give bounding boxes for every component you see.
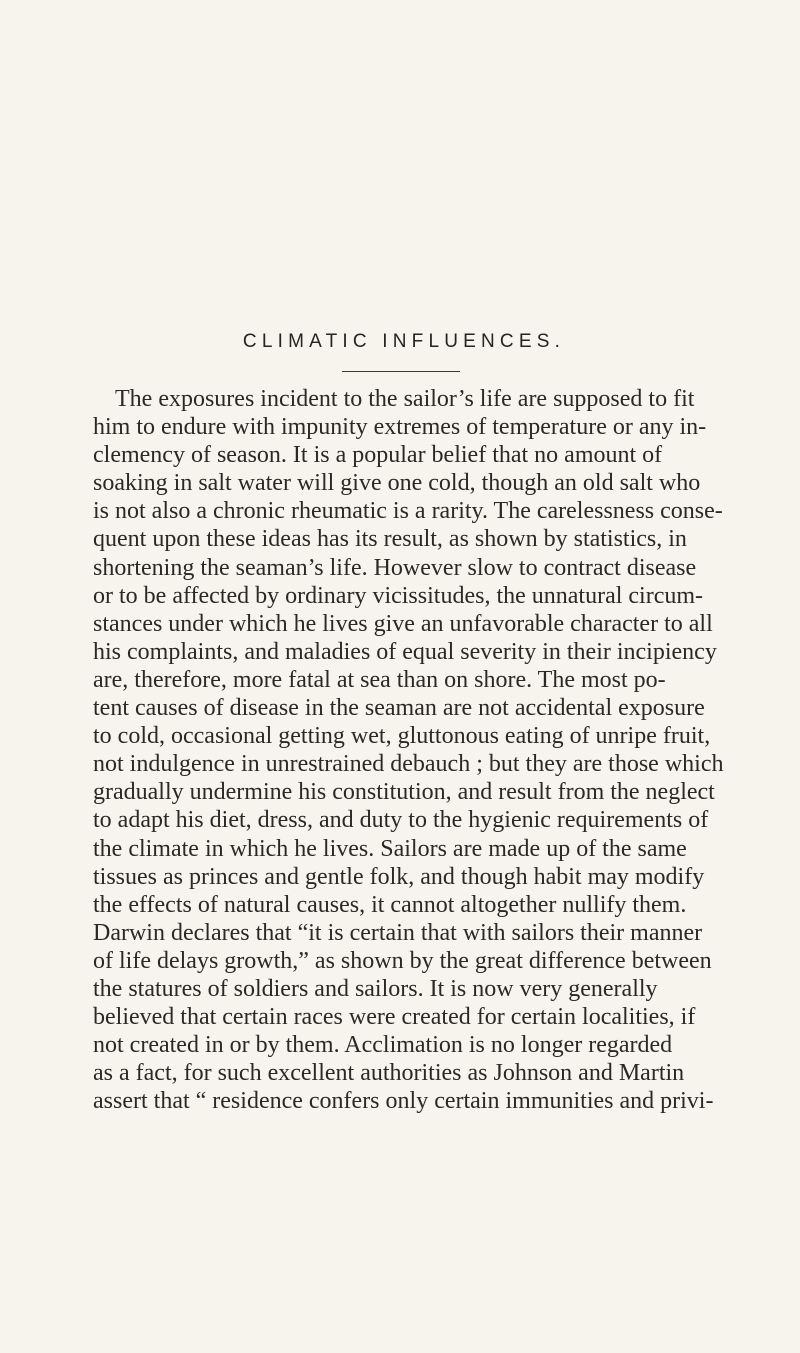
text-line: The exposures incident to the sailor’s life are supposed to fit [115, 386, 695, 412]
text-line: soaking in salt water will give one cold, though an old salt who [93, 470, 701, 497]
text-line: the effects of natural causes, it cannot altogether nullify them. [93, 891, 687, 918]
text-line: tissues as princes and gentle folk, and though habit may modify [93, 863, 705, 890]
text-line: the climate in which he lives. Sailors are made up of the same [93, 835, 687, 862]
text-line: are, therefore, more fatal at sea than on shore. The most po- [93, 666, 666, 693]
text-line: tent causes of disease in the seaman are not accidental exposure [93, 695, 705, 722]
text-line: clemency of season. It is a popular belief that no amount of [93, 442, 663, 469]
text-line: shortening the seaman’s life. However slow to contract disease [93, 554, 697, 581]
text-line: to cold, occasional getting wet, gluttonous eating of unripe fruit, [93, 723, 711, 750]
text-line: quent upon these ideas has its result, as shown by statistics, in [93, 526, 687, 553]
text-line: not indulgence in unrestrained debauch ; but they are those which [93, 751, 724, 778]
text-line: not created in or by them. Acclimation is no longer regarded [93, 1032, 673, 1059]
text-line: assert that “ residence confers only certain immunities and privi- [93, 1088, 714, 1115]
text-line: Darwin declares that “it is certain that with sailors their manner [93, 919, 703, 946]
text-line: as a fact, for such excellent authorities as Johnson and Martin [93, 1060, 685, 1087]
body-paragraph [93, 385, 798, 1115]
text-line: is not also a chronic rheumatic is a rarity. The carelessness conse- [93, 498, 723, 525]
chapter-title: CLIMATIC INFLUENCES. [242, 331, 566, 352]
text-line: him to endure with impunity extremes of temperature or any in- [93, 414, 707, 441]
text-line: his complaints, and maladies of equal severity in their incipiency [93, 638, 717, 665]
text-line: the statures of soldiers and sailors. It is now very generally [93, 975, 658, 1002]
text-line: or to be affected by ordinary vicissitudes, the unnatural circum- [93, 582, 704, 609]
title-rule [342, 371, 460, 372]
text-line: to adapt his diet, dress, and duty to the hygienic requirements of [93, 807, 709, 834]
text-line: believed that certain races were created for certain localities, if [93, 1004, 696, 1031]
text-line: of life delays growth,” as shown by the great difference between [93, 947, 712, 974]
text-line: gradually undermine his constitution, and result from the neglect [93, 779, 715, 806]
text-line: stances under which he lives give an unfavorable character to all [93, 610, 713, 637]
